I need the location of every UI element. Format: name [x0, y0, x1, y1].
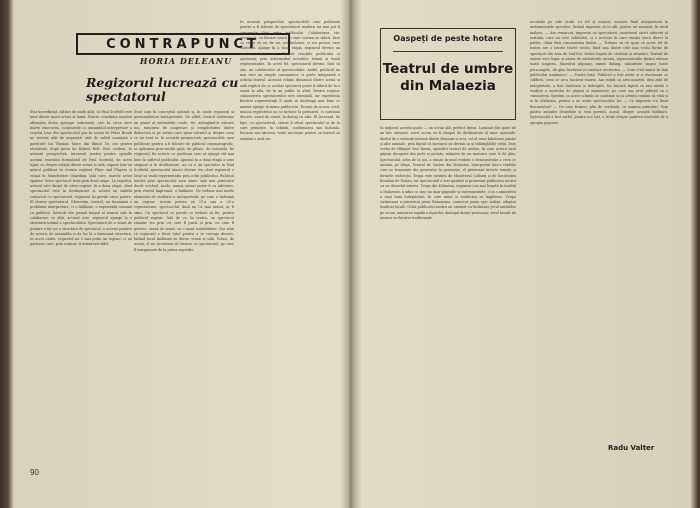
author-name: HORIA DELEANU: [139, 56, 233, 66]
article-headline: Regizorul lucrează cu spectatorul: [86, 75, 239, 104]
left-page: [16, 0, 346, 508]
left-column-2: Sunt cum în conceptul natural și, în unele regizorul și personalitatea interpretului. De altfel, teatrul totdeauna un punct al seriozității crude, vie, adăugând-și valoare noi, mișcarea de cooperare și complicitatea dintre dialectică și pe artiști care spun talentul și despre ceea ce nu sunt ei. In această perspectivă, spectacolele care publicate pentru a fi folosite de publicul cinematografic, ia aplicarea prea multă grijă, de ploaie, de cuvintele, fie regizorul, fie actorii, cu partitura care să ajungă cât mai bine la sufletul publicului. Ajunsul în a doua etapă a unei stagiuni și în desfășurare, nu cu o un spectator la Paul Scofield, spectacolul atunci devine viu când regizorul e lăsat să vadă reprezentația prin ochii publicului. Publicul înțeles prin spectacolul meu simte sala mai puternică decât oricând. Acolo, numai atunci poate fi cu adevărat, prin efortul împreună, o întâlnire. Ne trebuie mai multe elemente de realitate a interpretării, pe care o îndrumă un regizor. Acesta pentru că 21-a sau a 35-a reprezentare, spectacolul, dacă nu l-a mai aratat, ar fi stins. Un spectacol ce pierde ce trebuie să fie, pentru publicul regizat. Iată de ce, în teatru, un spectacol rămâne viu prin cei care îl joacă și prin cei care îl privesc, seară de seară, cu o nouă sensibilitate. Noi știm că regizorul a făcut totul pentru a se retrage discret, lăsând locul întâlnirii vii dintre scenă și sală. Totuși, de aceea, el nu încetează să lucreze cu spectatorul, pe care îl imaginează de la prima repetiție.: [134, 110, 234, 252]
right-column-2: accolade pe cale orală. La fel și muzica, aceasta fiind interpretată la instrumentele specifice, lăsând impresia că te afli, pentru un moment, în satul malaez. — Am remarcat, impresia cu spectatorii, caracterul strict adecvat al textului, care nu cere subtitrări, ci o recitare în care emoția trece direct la public, chiar fără cunoașterea limbii. — Trebuie să vă spun că acest fel de teatru are o istorie foarte veche, fiind una dintre cele mai vechi forme de spectacol din Asia de Sud-Est, strâns legată de credințe și ritualuri. Teatrul de umbre este legat și astăzi de sărbătorile satului, reprezentațiile ținând adesea toată noaptea. Maestrul păpușar, numit dalang, mânuiește singur toate personajele, dă glas fiecăruia și conduce orchestra. — Cum v-ați simțit în fața publicului românesc? — Foarte bine. Publicul a fost atent și a reacționat cu căldură, ceea ce ne-a bucurat enorm. Am simțit că arta noastră, deși atât de îndepărtată, a fost înțeleasă și îndrăgită. Ne bucură faptul că aici există o tradiție a teatrului de păpuși și marionete, pe care am avut prilejul să o cunoaștem. Sperăm ca acest schimb să continue și ca artiștii români să vină și ei în Malaezia, pentru a ne arăta spectacolele lor. — Ce impresie v-a lăsat Bucureștiul? — Un oraș frumos, plin de verdeață, cu oameni primitori. Vom păstra amintiri deosebite și vom povesti, acasă, despre această întâlnire. Spectacolul a fost astfel, pentru noi toți, o lecție despre puterea teatrului de a apropia popoare.: [530, 20, 668, 125]
rubric-title: CONTRAPUNCT: [106, 36, 260, 52]
right-column-1: In mijlocul acestei goale — un ecran alb, perfect întins. Luminat din spate de un bec obișnuit, acest ecran va fi câmpul de desfășurare al unor episoade, duelul de o violență intensă dintre demonii și eroi, cel al unor fabuloase păsări și alte animale, prin faptul că încearcă să devină ca și întâmplările vieții. Este vorba de Hikayat Seri Rama, episodul teatral de umbre, în care actorii sunt păpuși decupate din piele și pictate, mânuite de un maestru care le dă glas. Spectacolul, adus de la noi, a rămas în mod evident o demonstrație a ceea ce numim, pe drept, Teatrul de Umbre din Malaezia. Interpretat într-o tradiție care se transmite din generație în generație, el păstrează intacte temele și formele străvechi. Trupa este invitată de Ministerul Culturii și de Societatea Română de Teatru, iar spectacolul a fost găzduit și prezentat publicului nostru cu un deosebit interes. Trupa din Kelantan, regiunea cea mai bogată în tradiții a Malaeziei, a adus cu sine nu doar păpușile și instrumentele, ci și o atmosferă a unei lumi îndepărtate, în care mitul și realitatea se împletesc. Trupa vizitatoare a prezentat piesa Ramayana, cunoscut poem epic indian, adaptat tradiției locale. Ochii publicului nostru au urmărit cu încântare jocul umbrelor pe ecran, mișcarea rapidă a figurilor, dialogul dintre personaje, totul însoțit de muzica orchestrei tradiționale.: [380, 126, 516, 221]
left-column-1: Stat încredințat, alături de mulți alții, că Paul Scofield este unul dintre marii actori ai lumii. Pentru conștiința noastră afirmația devin aproape suficientă, căci în circa zece foarte răscrucea, contrastele cu ansamblul interpretare a regelui Lear din spectacolul pus în scenă de Peter Brook ne trecem atât de inspirată, atât de subtil nuanțată a partiturii lui Thomas More din filmul Un om pentru eternitate, după piesa lui Robert Bolt. Este evident, în această perspectivă, interesul nostru pentru opinille acestui teatrului formidabil de Paul Scofield, de acest tipar, cu despre relația dintre scenă și sală, expuse într-un articol publicat în revista engleză Plays and Players și reluat în Manchester Guardian. Iată care, marele artist spunea: Orice spectacol treie prin două etape. La repetiții, actorul este dirijat de către regizor. In a doua etapă, când spectacolul este în desfășurare și actorii au stabilit contactul cu spectatorul, regizorul își pierde orice putere. El devine spectatorul. Observăm, teatrul, nu înseamnă o problemă interpretare, ci o întâlnire, o experiență comună cu publicul. Întrucât din primul timpul al muncii sale în colaborare cu alții, actorul este, regizorul ajunge la o structură intimă a spectacolului. Spectatorii de o seară de primire o fac pe o structură de spectacol, a acestei primire de actorii, de ansamblu și de loc la o frumoasă structură. In acest cadru, regizorul nu e mai puțin un regizor, ci un partener care, prin acțiune, îl urmărește fidel.: [30, 110, 132, 247]
article-title: Teatrul de umbre din Malaezia: [382, 61, 514, 94]
title-rule: [393, 51, 503, 52]
right-page: [358, 0, 690, 508]
article-title-box: [380, 28, 516, 120]
page-number: 90: [30, 468, 39, 477]
article-kicker: Oaspeți de peste hotare: [393, 34, 503, 43]
left-column-3: In această perspectivă, spectacolele care publicate pentru a fi folosite de spectatorul modern nu mai pot fi concepute fără grija publicului. Colaborarea vie, reciprocă, cu fiecare seară în care cortina se ridică, face ca regia să nu fie un act încheiat, ci un proces care continuă. Ajunge în a doua etapă, regizorul devine un martor atent, care observă reacțiile publicului și ajustează, prin intermediul actorilor, ritmul și tonul reprezentației. In acest fel, spectatorul devine, fără să știe, un colaborator al spectacolului. Astfel, publicul nu mai este un simplu consumator, ci parte integrantă a actului teatral. Această relație dinamică dintre scenă și sală explică de ce același spectacol poate fi diferit de la o seară la alta, de la un public la altul. Pentru regizor, cunoașterea spectatorului este esențială, iar experiența fiecărei reprezentații îl ajută să înțeleagă mai bine ce anume ajunge la inima publicului. Tocmai de aceea, cred, munca regizorului nu se încheie la premieră, ci continuă discret, seară de seară, în dialog cu sala. El lucrează, de fapt, cu spectatorul, căruia îi oferă spectacolul și de la care primește, în schimb, confirmarea sau îndoiala, bucuria sau tăcerea, toate necesare pentru ca teatrul să rămână o artă vie.: [240, 20, 340, 141]
author-signature: Radu Valter: [608, 444, 655, 452]
left-spacer: [120, 0, 121, 1]
